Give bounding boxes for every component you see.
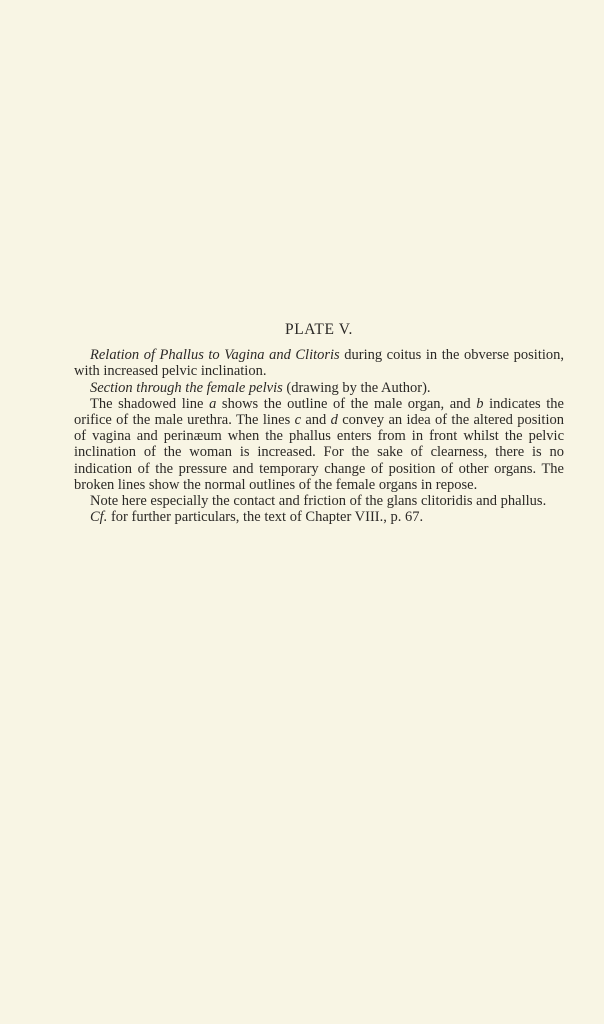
description-part1: The shadowed line xyxy=(90,395,210,412)
label-d: d xyxy=(330,412,338,429)
caption-paragraph xyxy=(74,347,564,379)
caption-title-italic: Relation of Phallus to Vagina and Clitoris xyxy=(90,347,340,364)
plate-caption-block xyxy=(74,322,564,525)
description-part3: indicates the orifice of the male urethra. The lines xyxy=(74,395,564,429)
label-a: a xyxy=(209,395,217,412)
description-part4: and xyxy=(301,412,331,429)
caption-title-rest: during coitus in the obverse position, with increased pelvic inclination. xyxy=(74,347,564,380)
description-part2: shows the outline of the male organ, and xyxy=(216,395,477,412)
reference-cf: Cf. xyxy=(90,509,108,526)
description-paragraph xyxy=(74,396,564,493)
plate-title: PLATE V. xyxy=(285,321,353,338)
section-rest: (drawing by the Author). xyxy=(282,379,431,396)
section-italic: Section through the female pelvis xyxy=(90,379,283,396)
reference-paragraph xyxy=(74,509,564,525)
reference-rest: for further particulars, the text of Chapter VIII., p. 67. xyxy=(107,509,424,526)
section-paragraph xyxy=(74,380,564,396)
note-paragraph: Note here especially the contact and friction of the glans clitoridis and phallus. xyxy=(90,493,547,510)
description-part5: convey an idea of the altered position of vagina and perinæum when the phallus enters from in front whilst the pelvic inclination of the woman is increased. For the sake of clearness, there is no indication of the pressure and temporary change of position of other organs. The broken lines show the normal outlines of the female organs in repose. xyxy=(74,412,564,493)
label-b: b xyxy=(476,395,484,412)
label-c: c xyxy=(294,412,302,429)
